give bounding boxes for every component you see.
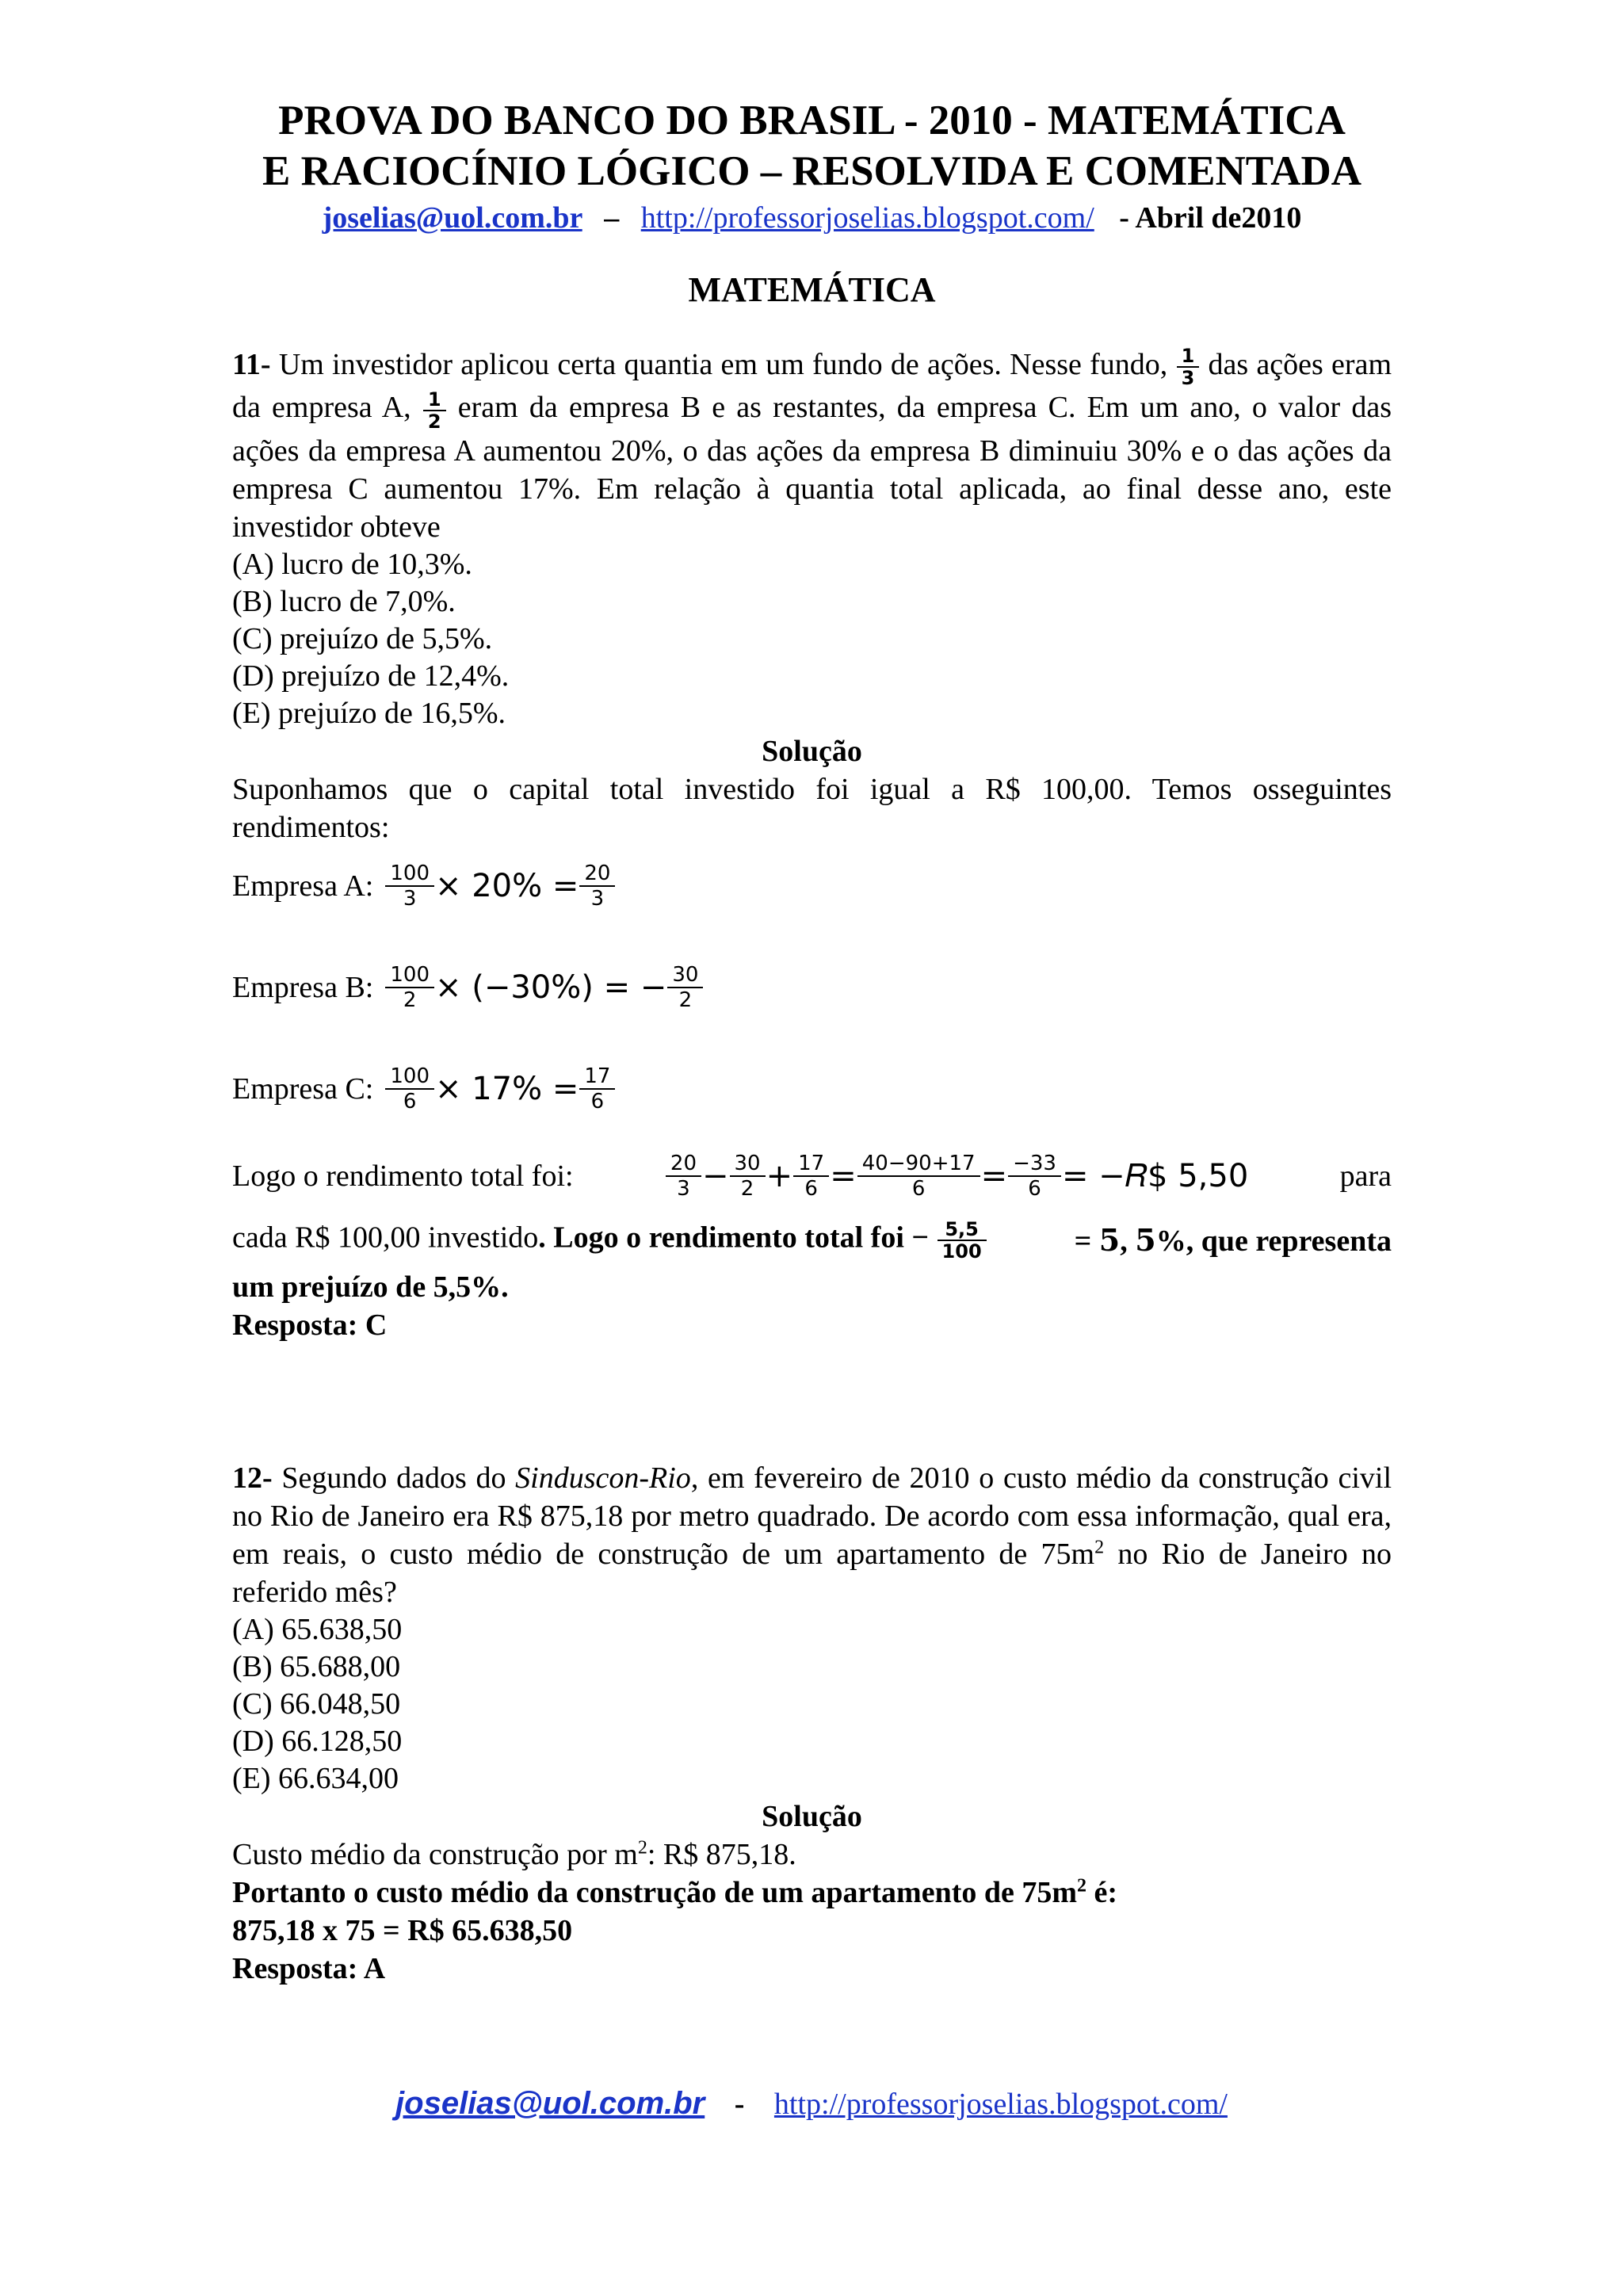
q11-text-b: das — [1208, 348, 1249, 381]
total-frac-1: $\frac{20}{3}$ — [668, 1152, 699, 1201]
title-line-2: E RACIOCÍNIO LÓGICO – RESOLVIDA E COMENTADA — [262, 148, 1362, 194]
q12-option-a: (A) 65.638,50 — [232, 1612, 403, 1646]
q11-fraction-1-2: $\frac{1}{2}$ — [426, 389, 444, 432]
conclusion-frac: $\frac{5,5}{100}$ — [940, 1219, 984, 1262]
q11-options — [232, 546, 1392, 732]
empresa-a-label: Empresa A: — [232, 869, 374, 903]
q11-prejuizo: um prejuízo de 5,5%. — [232, 1270, 509, 1304]
total-frac-2: $\frac{30}{2}$ — [732, 1152, 763, 1201]
q11-fraction-1-3: $\frac{1}{3}$ — [1179, 346, 1197, 388]
conclusion-eq: = 𝟓, 𝟓%, que representa — [1074, 1224, 1392, 1258]
eq-c-op: × 17% = — [435, 1070, 579, 1107]
total-frac-4: $\frac{40-90+17}{6}$ — [860, 1152, 978, 1201]
q11-text-c: ações eram da empresa A, — [232, 348, 1392, 425]
q11-option-a: (A) lucro de 10,3%. — [232, 547, 472, 581]
footer-email-link[interactable]: joselias@uol.com.br — [395, 2086, 705, 2121]
q12-sol-line-1: Custo médio da construção por $m^2$: R$ 875,18. — [232, 1836, 796, 1871]
q11-eq-empresa-a — [232, 846, 1392, 926]
q11-option-c: (C) prejuízo de 5,5%. — [232, 621, 493, 655]
footer-dash: - — [734, 2088, 745, 2121]
eq-b-frac-1: $\frac{100}{2}$ — [388, 963, 432, 1012]
q12-options — [232, 1611, 1392, 1797]
total-frac-3: $\frac{17}{6}$ — [796, 1152, 827, 1201]
eq-b-op: × (−30%) = − — [435, 968, 667, 1006]
q12-text-b: , em fevereiro de 2010 o custo médio da construção civil no Rio de Janeiro era R$ 875,18 por metro quadrado. De acordo com essa informação, qual era, em reais, o custo médio de construção de um apartamento de 75m — [232, 1461, 1392, 1571]
q12-source-italic: Sinduscon-Rio — [515, 1461, 691, 1495]
empresa-b-label: Empresa B: — [232, 970, 374, 1004]
q11-number: 11- — [232, 348, 271, 381]
section-title: MATEMÁTICA — [688, 270, 936, 309]
q11-eq-empresa-b — [232, 948, 1392, 1027]
header-date: - Abril de2010 — [1119, 201, 1302, 235]
q12-option-d: (D) 66.128,50 — [232, 1724, 403, 1758]
footer-url-link[interactable]: http://professorjoselias.blogspot.com/ — [773, 2088, 1228, 2121]
q12-number: 12- — [232, 1461, 273, 1495]
q11-option-b: (B) lucro de 7,0%. — [232, 584, 456, 618]
q11-text-d: eram da empresa B e as restantes, da empresa C. Em um ano, o valor das ações da empresa A aumentou 20%, o das ações da empresa B diminuiu 30% e o das ações da empresa C aumentou 17%. Em relação à quantia total aplicada, ao final desse ano, este investidor obteve — [232, 391, 1392, 544]
eq-a-frac-2: $\frac{20}{3}$ — [582, 861, 613, 911]
q12-text-c: no Rio de Janeiro no referido mês? — [232, 1537, 1392, 1609]
q11-total-line — [232, 1140, 1392, 1213]
q11-answer: Resposta: C — [232, 1308, 388, 1342]
q11-solution-heading: Solução — [762, 734, 862, 768]
page-title — [232, 95, 1392, 197]
total-op-2: + — [766, 1157, 793, 1194]
total-op-3: = — [830, 1157, 857, 1194]
conclusion-cada: cada R$ 100,00 investido — [232, 1221, 539, 1255]
total-frac-5: $\frac{-33}{6}$ — [1010, 1152, 1059, 1201]
total-para: para — [1339, 1159, 1392, 1193]
q12-option-b: (B) 65.688,00 — [232, 1649, 401, 1683]
q12-sol-line-3: 875,18 x 75 = R$ 65.638,50 — [232, 1913, 573, 1947]
document-page — [232, 95, 1392, 1988]
q12-statement — [232, 1459, 1392, 1611]
q11-eq-empresa-c — [232, 1049, 1392, 1129]
q11-option-e: (E) prejuízo de 16,5%. — [232, 696, 506, 730]
q11-solution-intro: Suponhamos que o capital total investido foi igual a R$ 100,00. Temos osseguintes rendimentos: — [232, 772, 1392, 844]
header-separator: – — [604, 201, 620, 235]
eq-a-op: × 20% = — [435, 867, 579, 904]
q12-option-e: (E) 66.634,00 — [232, 1761, 399, 1795]
q11-option-d: (D) prejuízo de 12,4%. — [232, 659, 510, 693]
page-footer — [0, 2086, 1623, 2122]
eq-c-frac-2: $\frac{17}{6}$ — [582, 1064, 613, 1114]
q11-statement — [232, 346, 1392, 546]
header-contact-line — [232, 200, 1392, 236]
total-label: Logo o rendimento total foi: — [232, 1159, 574, 1193]
total-equation — [665, 1152, 1248, 1201]
total-op-4: = — [980, 1157, 1008, 1194]
q11-text-a: Um investidor aplicou certa quantia em um fundo de ações. Nesse fundo, — [278, 348, 1168, 381]
q12-sol-line-2: Portanto o custo médio da construção de um apartamento de $75m^2$ é: — [232, 1874, 1118, 1909]
conclusion-logo: . Logo o rendimento total foi − — [538, 1221, 930, 1255]
q12-sup: 2 — [1094, 1536, 1105, 1557]
empresa-c-label: Empresa C: — [232, 1072, 374, 1106]
q12-option-c: (C) 66.048,50 — [232, 1687, 401, 1721]
title-line-1: PROVA DO BANCO DO BRASIL - 2010 - MATEMÁTICA — [278, 97, 1346, 143]
q12-solution-heading: Solução — [762, 1799, 862, 1833]
header-url-link[interactable]: http://professorjoselias.blogspot.com/ — [640, 201, 1094, 235]
total-op-1: − — [702, 1157, 729, 1194]
q12-answer: Resposta: A — [232, 1951, 386, 1985]
q12-text-a: Segundo dados do — [281, 1461, 506, 1495]
total-result: = −𝑅$ 5,50 — [1061, 1157, 1249, 1194]
eq-a-frac-1: $\frac{100}{3}$ — [388, 861, 432, 911]
header-email-link[interactable]: joselias@uol.com.br — [322, 201, 582, 235]
eq-b-frac-2: $\frac{30}{2}$ — [670, 963, 701, 1012]
eq-c-frac-1: $\frac{100}{6}$ — [388, 1064, 432, 1114]
q11-conclusion-line — [232, 1213, 1392, 1268]
